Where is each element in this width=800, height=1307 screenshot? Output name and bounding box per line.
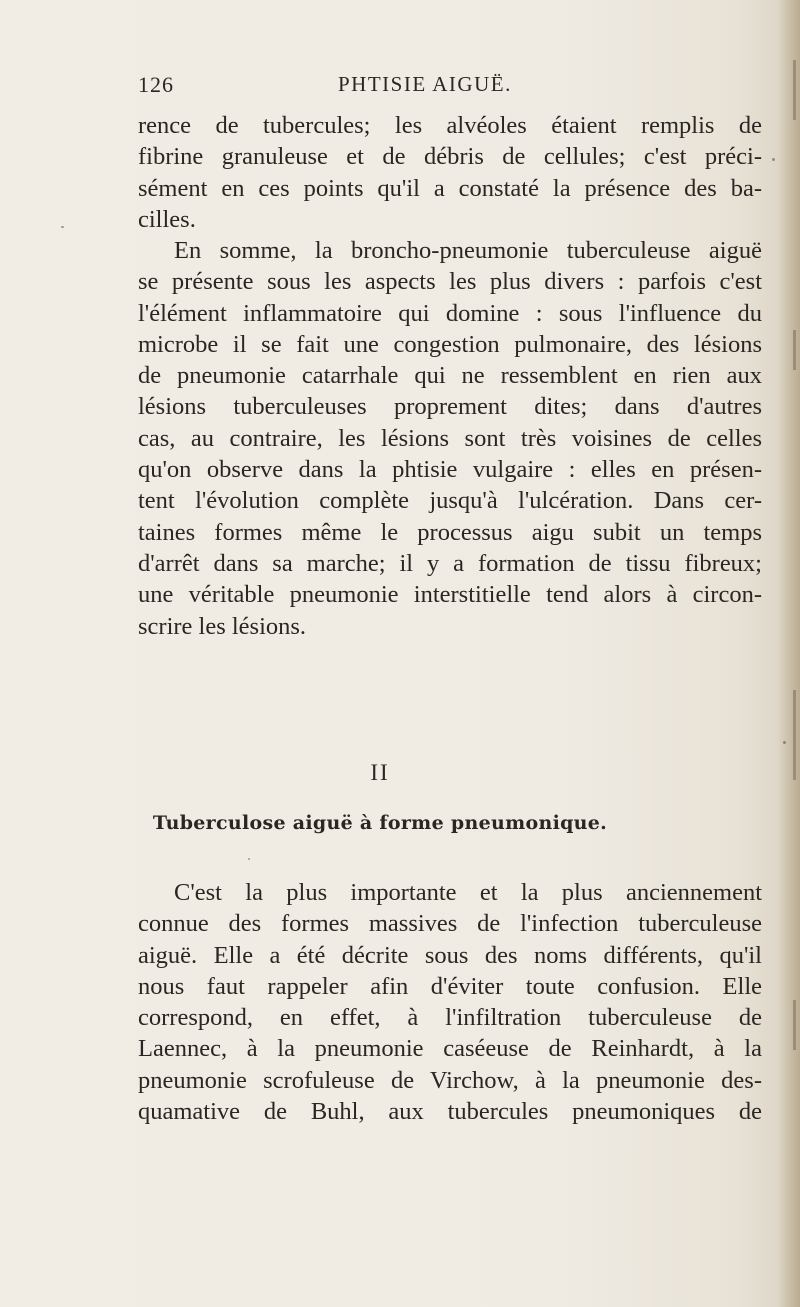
text-line: cas, au contraire, les lésions sont très voisines de celles <box>138 424 762 452</box>
text-line: d'arrêt dans sa marche; il y a formation de tissu fibreux; <box>138 549 762 577</box>
text-line: scrire les lésions. <box>138 612 307 640</box>
section-heading: Tuberculose aiguë à forme pneumonique. <box>152 812 608 834</box>
running-header <box>138 72 738 104</box>
text-line: de pneumonie catarrhale qui ne ressemblent en rien aux <box>138 362 762 390</box>
section-number: II <box>370 760 390 785</box>
paragraph-1 <box>138 110 762 235</box>
running-title: PHTISIE AIGUË. <box>338 72 512 96</box>
text-line: C'est la plus importante et la plus anciennement <box>174 879 762 906</box>
paragraph-3 <box>138 877 762 1127</box>
text-line: se présente sous les aspects les plus divers : parfois c'est <box>138 268 762 296</box>
paper-speck <box>772 158 775 161</box>
text-line: pneumonie scrofuleuse de Virchow, à la pneumonie des- <box>138 1066 762 1094</box>
text-line: une véritable pneumonie interstitielle tend alors à circon- <box>138 581 762 609</box>
paragraph-2 <box>138 235 762 642</box>
text-line: aiguë. Elle a été décrite sous des noms différents, qu'il <box>138 941 762 969</box>
paper-speck <box>783 741 786 744</box>
text-line: fibrine granuleuse et de débris de cellules; c'est préci- <box>138 143 762 171</box>
text-line: cilles. <box>138 205 196 233</box>
paper-speck <box>61 226 64 228</box>
text-line: microbe il se fait une congestion pulmonaire, des lésions <box>138 330 762 358</box>
text-line: l'élément inflammatoire qui domine : sous l'influence du <box>138 299 762 327</box>
page-edge-shadow <box>778 0 800 1307</box>
text-line: Laennec, à la pneumonie caséeuse de Reinhardt, à la <box>138 1035 762 1063</box>
text-line: nous faut rappeler afin d'éviter toute confusion. Elle <box>138 972 762 1000</box>
text-line: qu'on observe dans la phtisie vulgaire : elles en présen- <box>138 456 762 484</box>
text-line: sément en ces points qu'il a constaté la présence des ba- <box>138 174 762 202</box>
text-line: lésions tuberculeuses proprement dites; dans d'autres <box>138 393 762 421</box>
paper-speck <box>248 858 250 860</box>
text-line: correspond, en effet, à l'infiltration tuberculeuse de <box>138 1004 762 1032</box>
text-line: rence de tubercules; les alvéoles étaient remplis de <box>138 112 762 139</box>
text-line: connue des formes massives de l'infection tuberculeuse <box>138 910 762 938</box>
text-line: taines formes même le processus aigu subit un temps <box>138 518 762 546</box>
text-line: quamative de Buhl, aux tubercules pneumoniques de <box>138 1098 762 1126</box>
text-line: En somme, la broncho-pneumonie tuberculeuse aiguë <box>174 237 762 264</box>
page-number: 126 <box>138 72 174 97</box>
text-line: tent l'évolution complète jusqu'à l'ulcération. Dans cer- <box>138 487 762 515</box>
